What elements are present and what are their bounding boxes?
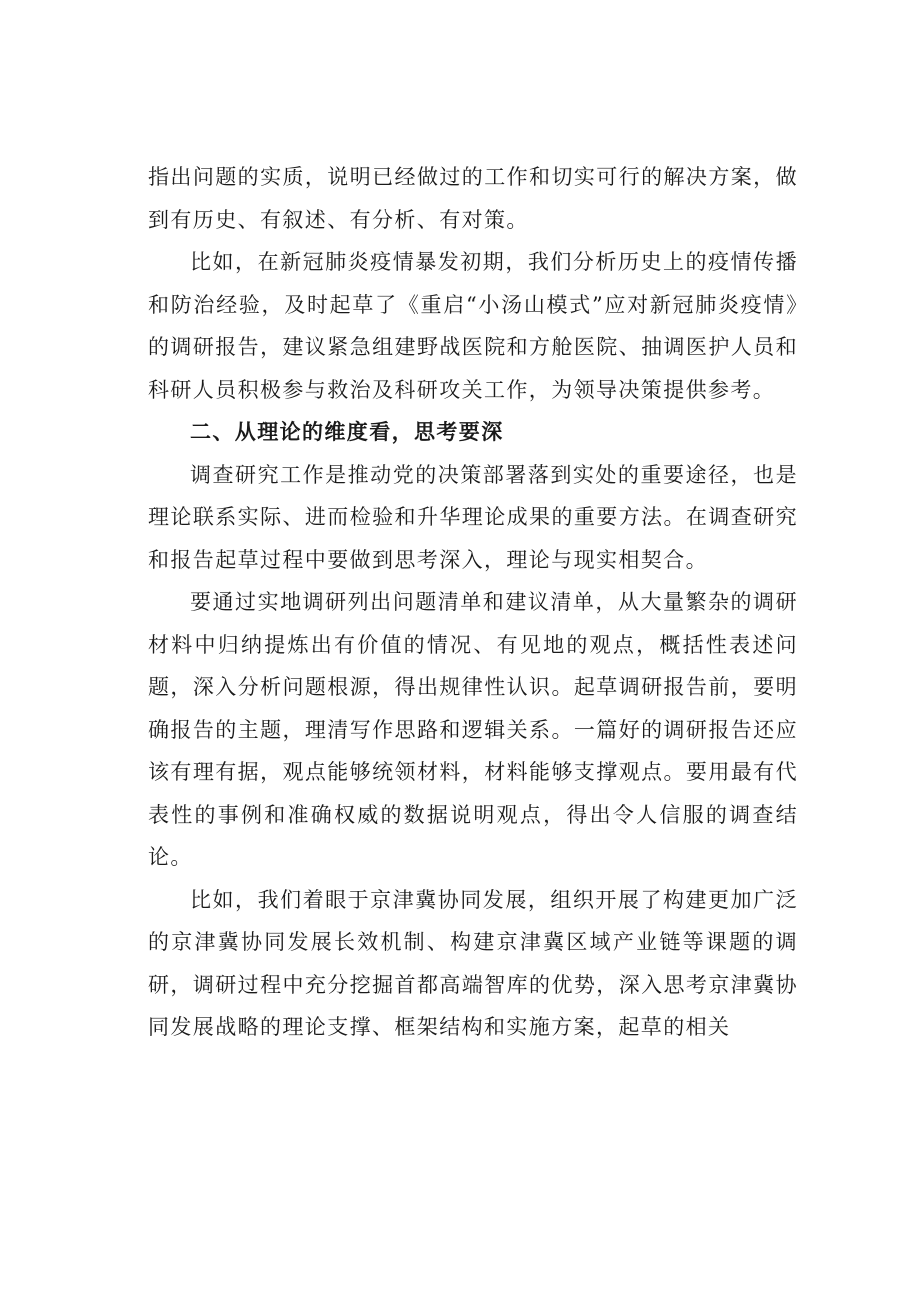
paragraph-research-method: 要通过实地调研列出问题清单和建议清单，从大量繁杂的调研材料中归纳提炼出有价值的情况、有见地的观点，概括性表述问题，深入分析问题根源，得出规律性认识。起草调研报告前，要明确报告的主题，理清写作思路和逻辑关系。一篇好的调研报告还应该有理有据，观点能够统领材料，材料能够支撑观点。要用最有代表性的事例和准确权威的数据说明观点，得出令人信服的调查结论。	[148, 590, 798, 869]
paragraph-continuation: 指出问题的实质，说明已经做过的工作和切实可行的解决方案，做到有历史、有叙述、有分析、有对策。	[148, 165, 798, 232]
section-heading: 二、从理论的维度看，思考要深	[190, 420, 504, 444]
paragraph-jingjinji-example: 比如，我们着眼于京津冀协同发展，组织开展了构建更加广泛的京津冀协同发展长效机制、构建京津冀区域产业链等课题的调研，调研过程中充分挖掘首都高端智库的优势，深入思考京津冀协同发展战略的理论支撑、框架结构和实施方案，起草的相关	[148, 887, 798, 1039]
paragraph-xiaotangshan-example: 比如，在新冠肺炎疫情暴发初期，我们分析历史上的疫情传播和防治经验，及时起草了《重启“小汤山模式”应对新冠肺炎疫情》的调研报告，建议紧急组建野战医院和方舱医院、抽调医护人员和科研人员积极参与救治及科研攻关工作，为领导决策提供参考。	[148, 250, 798, 402]
document-body	[148, 156, 798, 1049]
paragraph-research-importance: 调查研究工作是推动党的决策部署落到实处的重要途径，也是理论联系实际、进而检验和升华理论成果的重要方法。在调查研究和报告起草过程中要做到思考深入，理论与现实相契合。	[148, 462, 798, 572]
